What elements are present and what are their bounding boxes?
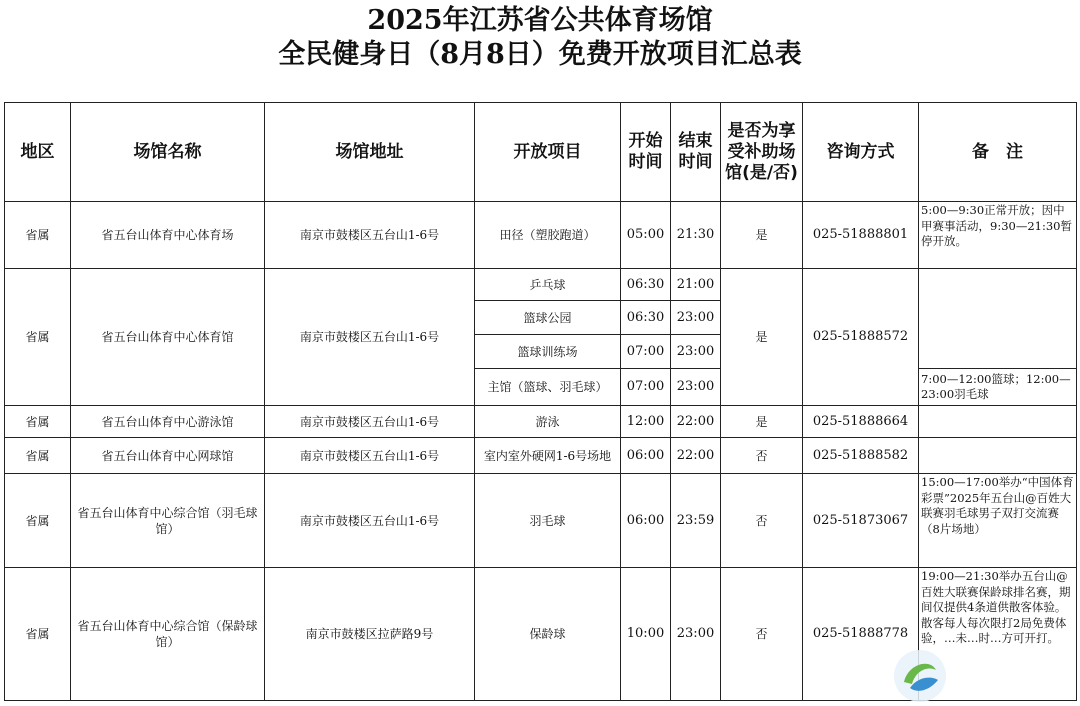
cell-address: 南京市鼓楼区五台山1-6号 (265, 438, 475, 474)
header-start-time: 开始时间 (621, 103, 671, 202)
cell-region: 省属 (5, 438, 71, 474)
cell-start: 07:00 (621, 335, 671, 369)
cell-remark: 19:00—21:30举办五台山@百姓大联赛保龄球排名赛，期间仅提供4条道供散客体验。散客每人每次限打2局免费体验，…未…时…方可开打。 (919, 568, 1077, 701)
cell-region: 省属 (5, 568, 71, 701)
cell-contact: 025-51888664 (803, 406, 919, 438)
document-title-line1: 2025年江苏省公共体育场馆 (367, 5, 713, 36)
cell-remark (919, 269, 1077, 369)
cell-subsidized: 否 (721, 438, 803, 474)
cell-remark: 15:00—17:00举办“中国体育彩票”2025年五台山@百姓大联赛羽毛球男子双打交流赛（8片场地） (919, 474, 1077, 568)
header-venue-address: 场馆地址 (265, 103, 475, 202)
cell-subsidized: 是 (721, 406, 803, 438)
cell-venue: 省五台山体育中心体育馆 (71, 269, 265, 406)
cell-end: 22:00 (671, 406, 721, 438)
header-remarks: 备 注 (919, 103, 1077, 202)
cell-item: 乒乓球 (475, 269, 621, 301)
cell-venue: 省五台山体育中心综合馆（羽毛球馆） (71, 474, 265, 568)
cell-item: 主馆（篮球、羽毛球） (475, 369, 621, 406)
header-subsidized: 是否为享受补助场馆(是/否) (721, 103, 803, 202)
cell-item: 室内室外硬网1-6号场地 (475, 438, 621, 474)
cell-end: 23:00 (671, 369, 721, 406)
logo-watermark-icon (890, 646, 950, 706)
cell-remark (919, 406, 1077, 438)
cell-start: 06:00 (621, 438, 671, 474)
cell-end: 23:59 (671, 474, 721, 568)
cell-start: 06:00 (621, 474, 671, 568)
cell-start: 10:00 (621, 568, 671, 701)
cell-start: 06:30 (621, 301, 671, 335)
cell-region: 省属 (5, 474, 71, 568)
cell-start: 06:30 (621, 269, 671, 301)
cell-venue: 省五台山体育中心综合馆（保龄球馆） (71, 568, 265, 701)
header-venue-name: 场馆名称 (71, 103, 265, 202)
cell-start: 12:00 (621, 406, 671, 438)
cell-end: 23:00 (671, 568, 721, 701)
table-row (5, 406, 1077, 438)
cell-address: 南京市鼓楼区五台山1-6号 (265, 202, 475, 269)
cell-address: 南京市鼓楼区五台山1-6号 (265, 474, 475, 568)
cell-region: 省属 (5, 406, 71, 438)
table-row (5, 269, 1077, 301)
cell-address: 南京市鼓楼区五台山1-6号 (265, 406, 475, 438)
cell-end: 23:00 (671, 301, 721, 335)
cell-region: 省属 (5, 269, 71, 406)
cell-region: 省属 (5, 202, 71, 269)
cell-end: 21:30 (671, 202, 721, 269)
cell-subsidized: 是 (721, 269, 803, 406)
cell-subsidized: 否 (721, 474, 803, 568)
cell-item: 羽毛球 (475, 474, 621, 568)
cell-contact: 025-51873067 (803, 474, 919, 568)
cell-end: 22:00 (671, 438, 721, 474)
cell-item: 游泳 (475, 406, 621, 438)
venue-table (4, 102, 1077, 701)
table-row (5, 474, 1077, 568)
cell-item: 保龄球 (475, 568, 621, 701)
table-row (5, 202, 1077, 269)
cell-remark (919, 438, 1077, 474)
cell-remark: 5:00—9:30正常开放；因中甲赛事活动，9:30—21:30暂停开放。 (919, 202, 1077, 269)
document-title-line2: 全民健身日（8月8日）免费开放项目汇总表 (278, 39, 802, 70)
cell-address: 南京市鼓楼区拉萨路9号 (265, 568, 475, 701)
cell-subsidized: 是 (721, 202, 803, 269)
cell-start: 05:00 (621, 202, 671, 269)
cell-venue: 省五台山体育中心网球馆 (71, 438, 265, 474)
cell-contact: 025-51888778 (803, 568, 919, 701)
cell-contact: 025-51888582 (803, 438, 919, 474)
cell-end: 23:00 (671, 335, 721, 369)
header-contact: 咨询方式 (803, 103, 919, 202)
cell-item: 篮球训练场 (475, 335, 621, 369)
cell-subsidized: 否 (721, 568, 803, 701)
cell-item: 田径（塑胶跑道） (475, 202, 621, 269)
header-region: 地区 (5, 103, 71, 202)
cell-contact: 025-51888801 (803, 202, 919, 269)
table-row (5, 438, 1077, 474)
header-open-item: 开放项目 (475, 103, 621, 202)
cell-start: 07:00 (621, 369, 671, 406)
cell-address: 南京市鼓楼区五台山1-6号 (265, 269, 475, 406)
header-end-time: 结束时间 (671, 103, 721, 202)
cell-venue: 省五台山体育中心体育场 (71, 202, 265, 269)
cell-item: 篮球公园 (475, 301, 621, 335)
cell-end: 21:00 (671, 269, 721, 301)
cell-remark: 7:00—12:00篮球；12:00—23:00羽毛球 (919, 369, 1077, 406)
cell-venue: 省五台山体育中心游泳馆 (71, 406, 265, 438)
header-row (5, 103, 1077, 202)
cell-contact: 025-51888572 (803, 269, 919, 406)
